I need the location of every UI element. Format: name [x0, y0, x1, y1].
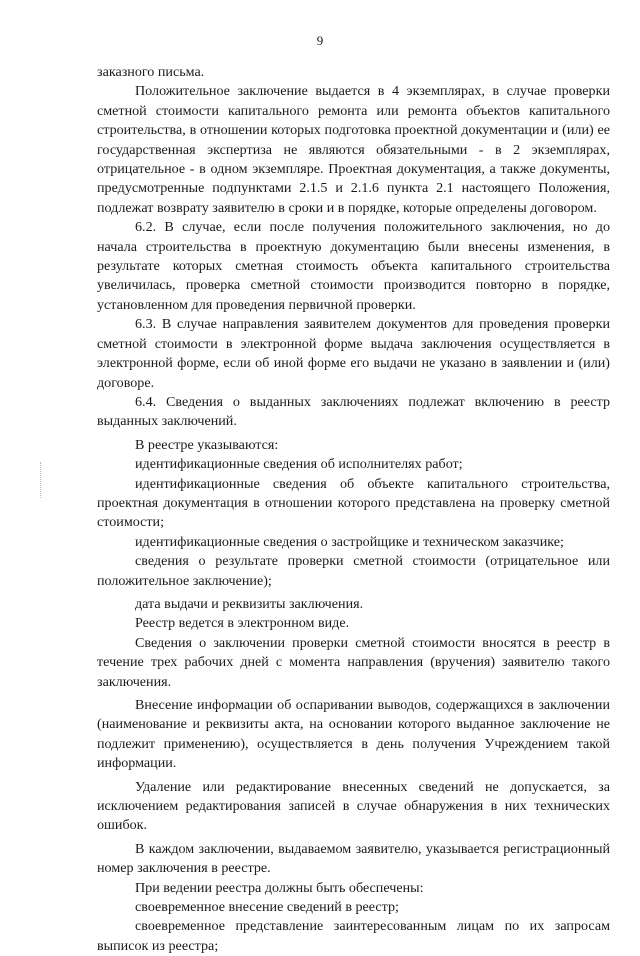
paragraph-registry-item: идентификационные сведения об исполнителях работ;	[135, 456, 463, 473]
paragraph-6-3: 6.3. В случае направления заявителем документов для проведения проверки сметной стоимости в электронной форме выдача заключения осуществляется в электронной форме, если об иной форме его выдачи не указано в заявлении и (или) договоре.	[97, 316, 610, 391]
paragraph-registry-format: Реестр ведется в электронном виде.	[135, 615, 350, 632]
paragraph-registration-number: В каждом заключении, выдаваемом заявителю, указывается регистрационный номер заключения в реестре.	[97, 840, 610, 877]
paragraph-registry-timing: Сведения о заключении проверки сметной стоимости вносятся в реестр в течение трех рабочих дней с момента направления (вручения) заявителю такого заключения.	[97, 634, 610, 690]
paragraph-6-4: 6.4. Сведения о выданных заключениях подлежат включению в реестр выданных заключений.	[97, 393, 610, 430]
paragraph-6-2: 6.2. В случае, если после получения положительного заключения, но до начала строительства в проектную документацию были внесены изменения, в результате которых сметная стоимость объекта капитального строительства увеличилась, проверка сметной стоимости производится повторно в порядке, установленном для проведения первичной проверки.	[97, 219, 610, 313]
paragraph-dispute-info: Внесение информации об оспаривании выводов, содержащихся в заключении (наименование и реквизиты акта, на основании которого выданное заключение не подлежит применению), осуществляется в день получения Учреждением такой информации.	[97, 697, 610, 772]
margin-mark	[40, 462, 47, 498]
paragraph-requirement-item: своевременное внесение сведений в реестр;	[135, 899, 399, 916]
paragraph-registry-item: идентификационные сведения о застройщике и техническом заказчике;	[135, 533, 564, 550]
paragraph-requirement-item: своевременное представление заинтересованным лицам по их запросам выписок из реестра;	[97, 918, 610, 954]
paragraph-registry-requirements: При ведении реестра должны быть обеспечены:	[135, 879, 424, 896]
document-body	[97, 63, 610, 956]
paragraph-registry-item: идентификационные сведения об объекте капитального строительства, проектная документация в отношении которого представлена на проверку сметной стоимости;	[97, 475, 610, 531]
paragraph-continuation: заказного письма.	[97, 64, 205, 80]
paragraph-registry-item: сведения о результате проверки сметной стоимости (отрицательное или положительное заключение);	[97, 553, 610, 589]
paragraph-positive-conclusion: Положительное заключение выдается в 4 экземплярах, в случае проверки сметной стоимости капитального ремонта или ремонта объектов капитального строительства, в отношении которых подготовка проектной документации и (или) ее государственная экспертиза не являются обязательными - в 2 экземплярах, отрицательное - в одном экземпляре. Проектная документация, а также документы, предусмотренные подпунктами 2.1.5 и 2.1.6 пункта 2.1 настоящего Положения, подлежат возврату заявителю в сроки и в порядке, которые определены договором.	[97, 83, 610, 216]
paragraph-registry-item: дата выдачи и реквизиты заключения.	[135, 595, 364, 612]
paragraph-registry-intro: В реестре указываются:	[135, 436, 279, 453]
paragraph-no-deletion: Удаление или редактирование внесенных сведений не допускается, за исключением редактирования записей в случае обнаружения в них технических ошибок.	[97, 778, 610, 834]
page-number: 9	[316, 33, 324, 48]
